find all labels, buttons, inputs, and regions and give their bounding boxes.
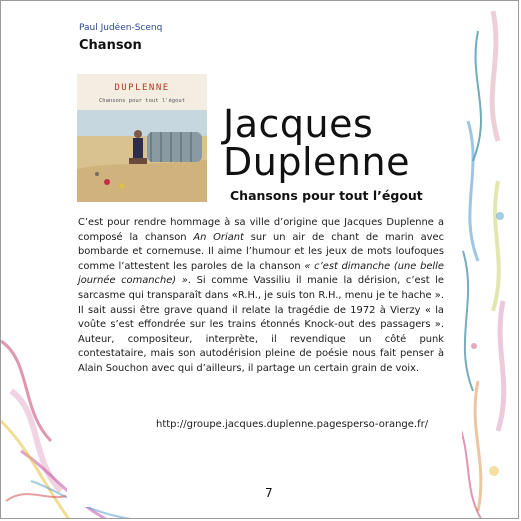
body-text-part-3: . Si comme Vassiliu il manie la dérision, c’est le sarcasme qui transparaît dans «R.H., je suis ton R.H., menu je te hache ». Il sait aussi être grave quand il relate la tragédie de 1972 à Vierzy « la voûte s’est effondrée sur les trains étonnés Knock-out des passagers ». Auteur, compositeur, interprète, il revendique un côté punk contestataire, mais son autodérision pleine de poésie nous fait penser à Alain Souchon avec qui d’ailleurs, il partage un certain grain de voix. bbox=[78, 275, 445, 374]
article-body bbox=[78, 216, 444, 377]
album-cover-subtitle: Chansons pour tout l'égout bbox=[98, 98, 186, 104]
artist-name bbox=[223, 102, 410, 184]
body-text-part-2: sur un air de chant de marin avec bombarde et cornemuse. Il aime l’humour et les jeux de mots loufoques comme l’attestent les paroles de la chanson bbox=[78, 231, 444, 272]
lyric-quote: « c’est dimanche (une belle journée comanche) » bbox=[78, 260, 444, 287]
artist-first-name: Jacques bbox=[223, 102, 374, 146]
body-text-part-1: C’est pour rendre hommage à sa ville d’origine que Jacques Duplenne a composé la chanson bbox=[78, 217, 444, 243]
website-link[interactable]: http://groupe.jacques.duplenne.pagesperso-orange.fr/ bbox=[156, 419, 429, 430]
song-title: An Oriant bbox=[193, 231, 244, 243]
section-title: Chanson bbox=[79, 38, 142, 53]
album-subtitle: Chansons pour tout l’égout bbox=[230, 188, 423, 203]
author-name: Paul Judéen-Scenq bbox=[79, 23, 163, 33]
page-number: 7 bbox=[265, 486, 273, 500]
album-cover-image bbox=[77, 74, 207, 202]
artist-last-name: Duplenne bbox=[223, 140, 410, 184]
album-cover-title: DUPLENNE bbox=[114, 83, 170, 93]
